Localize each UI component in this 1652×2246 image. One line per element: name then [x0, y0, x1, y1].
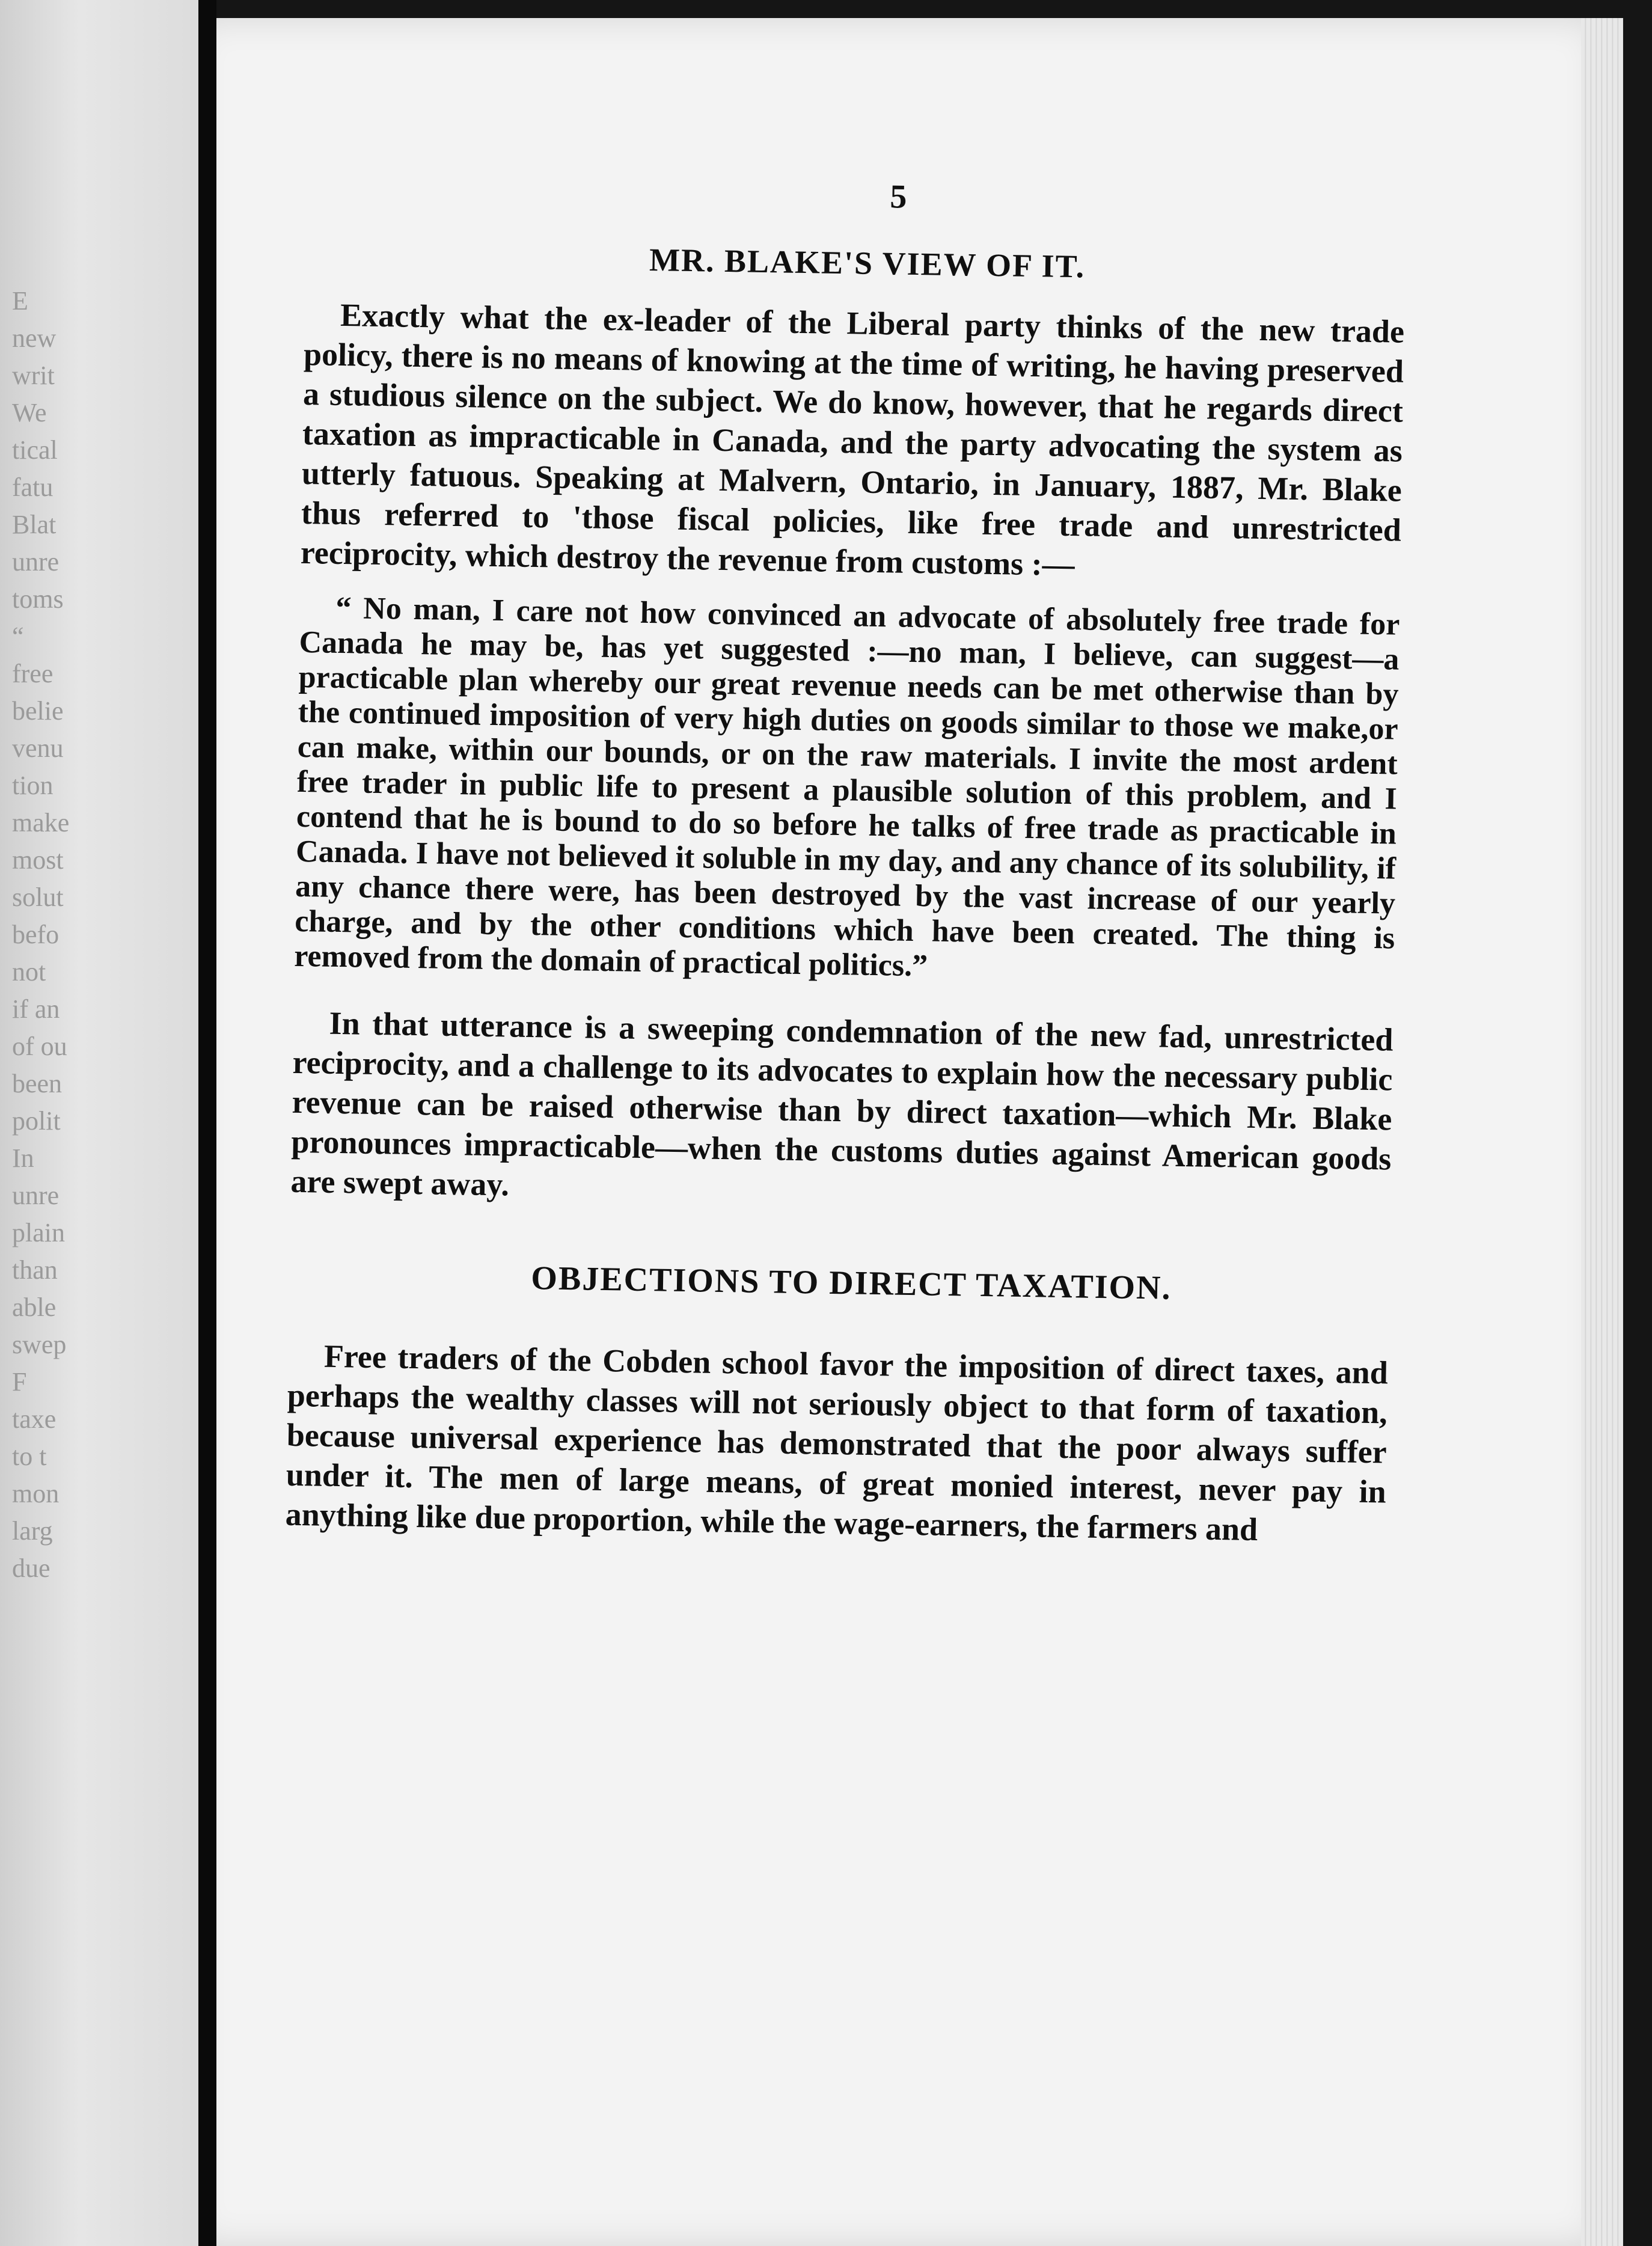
facing-page-fragment: unre	[12, 547, 60, 577]
facing-page-text	[12, 283, 192, 1587]
paragraph-utterance: In that utterance is a sweeping condemnation of the new fad, unrestricted reciprocity, and a challenge to its advocates to explain how the necessary public revenue can be raised otherwise than by direct taxation—which Mr. Blake pronounces impracticable—when the customs duties against American goods are swept away.	[290, 1005, 1393, 1203]
facing-page-fragment: tion	[12, 771, 54, 800]
facing-page-fragment: of ou	[12, 1032, 67, 1061]
section-heading-objections: OBJECTIONS TO DIRECT TAXATION.	[530, 1259, 1172, 1307]
facing-page-fragment: F	[12, 1367, 27, 1397]
facing-page-fragment: E	[12, 286, 28, 316]
binding-gutter	[198, 0, 216, 2246]
facing-page-fragment: writ	[12, 361, 55, 390]
facing-page-fragment: venu	[12, 733, 64, 763]
facing-page-fragment: solut	[12, 883, 64, 912]
facing-page-fragment: mon	[12, 1479, 60, 1508]
facing-page-fragment: unre	[12, 1181, 60, 1210]
facing-page-fragment: make	[12, 808, 70, 837]
page-content	[285, 168, 1407, 1569]
facing-page-fragment: belie	[12, 696, 64, 726]
facing-page-fragment: than	[12, 1255, 58, 1285]
section-heading-blake: MR. BLAKE'S VIEW OF IT.	[649, 241, 1086, 285]
page-edge-stack	[1581, 18, 1623, 2246]
page-number: 5	[889, 178, 907, 216]
paragraph-free-traders: Free traders of the Cobden school favor the imposition of direct taxes, and perhaps the wealthy classes will not seriously object to that form of taxation, because universal experience has demonstrated that the poor always suffer under it. The men of large means, of great monied interest, never pay in anything like due proportion, while the wage-earners, the farmers and	[285, 1338, 1389, 1548]
facing-page-fragment: taxe	[12, 1404, 57, 1434]
facing-page-fragment: “	[12, 622, 24, 651]
facing-page-fragment: to t	[12, 1442, 47, 1471]
facing-page-fragment: able	[12, 1293, 57, 1322]
block-quote: “ No man, I care not how convinced an advocate of absolutely free trade for Canada he may be, has yet suggested :—no man, I believe, can suggest—a practicable plan whereby our great revenue needs can be met otherwise than by the continued imposition of very high duties on goods similar to those we make,or can make, within our bounds, or on the raw materials. I invite the most ardent free trader in public life to present a plausible solution of this problem, and I contend that he is bound to do so before he talks of free trade as practicable in Canada. I have not believed it soluble in my day, and any chance of its solubility, if any chance there were, has been destroyed by the vast increase of our yearly charge, and by the other conditions which have been created. The thing is removed from the domain of practical politics.”	[293, 590, 1400, 984]
facing-page-fragment: new	[12, 323, 57, 353]
paragraph-intro: Exactly what the ex-leader of the Liberal party thinks of the new trade policy, there is no means of knowing at the time of writing, he having preserved a studious silence on the subject. We do know, however, that he regards direct taxation as impracticable in Canada, and the party advocating the system as utterly fatuous. Speaking at Malvern, Ontario, in January, 1887, Mr. Blake thus referred to 'those fiscal policies, like free trade and unrestricted reciprocity, which destroy the revenue from customs :—	[300, 296, 1405, 583]
facing-page-fragment: fatu	[12, 473, 54, 502]
facing-page-fragment: not	[12, 957, 46, 987]
facing-page-fragment: most	[12, 845, 64, 875]
facing-page-fragment: polit	[12, 1106, 61, 1136]
facing-page	[0, 0, 198, 2246]
facing-page-fragment: In	[12, 1143, 34, 1173]
facing-page-fragment: toms	[12, 584, 64, 614]
facing-page-fragment: larg	[12, 1516, 53, 1546]
facing-page-fragment: tical	[12, 435, 58, 465]
facing-page-fragment: befo	[12, 920, 60, 949]
facing-page-fragment: free	[12, 659, 54, 688]
facing-page-fragment: We	[12, 398, 47, 427]
facing-page-fragment: been	[12, 1069, 63, 1098]
facing-page-fragment: swep	[12, 1330, 67, 1359]
facing-page-fragment: Blat	[12, 510, 57, 539]
facing-page-fragment: plain	[12, 1218, 65, 1247]
facing-page-fragment: due	[12, 1553, 50, 1583]
facing-page-fragment: if an	[12, 994, 60, 1024]
page	[216, 18, 1623, 2246]
